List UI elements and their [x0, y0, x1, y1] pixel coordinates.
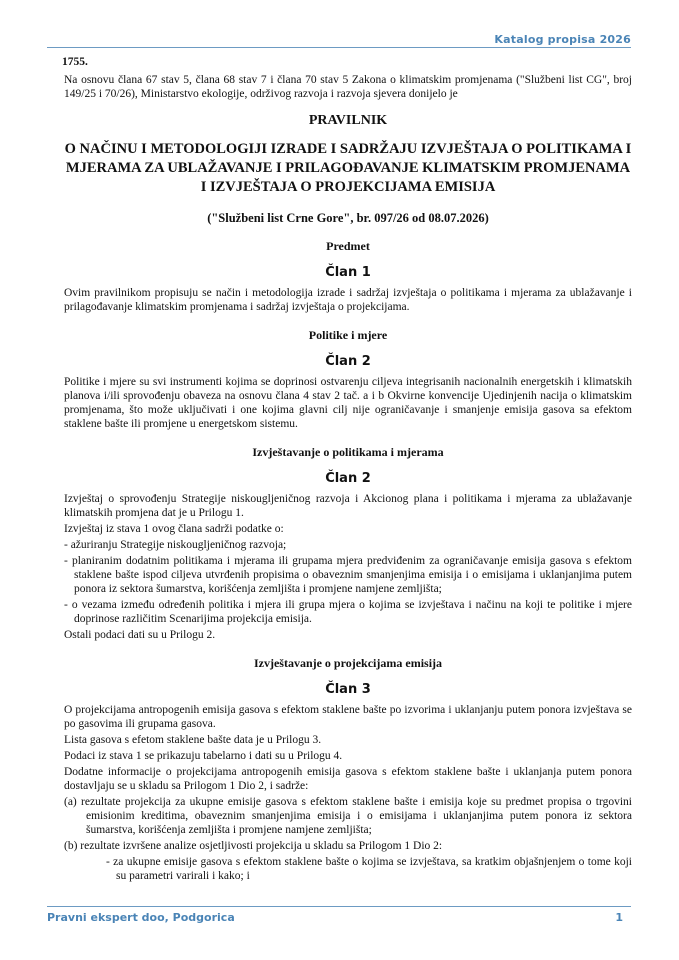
footer-publisher: Pravni ekspert doo, Podgorica	[47, 911, 235, 924]
header-divider	[47, 47, 631, 48]
section-heading-projection-reporting: Izvještavanje o projekcijama emisija	[253, 656, 443, 670]
article-2b-paragraph-3: Ostali podaci dati su u Prilogu 2.	[64, 629, 216, 641]
article-1-paragraph: Ovim pravilnikom propisuju se način i metodologija izrade i sadržaj izvještaja o politikama i mjerama za ublažavanje i prilagođavanje klimatskim promjenama i sadržaj izvještaja o projekcijama.	[64, 287, 632, 313]
document-body	[64, 55, 632, 883]
footer-divider	[47, 906, 631, 907]
section-heading-policies: Politike i mjere	[308, 328, 388, 342]
document-subtitle: O NAČINU I METODOLOGIJI IZRADE I SADRŽAJU IZVJEŠTAJA O POLITIKAMA I MJERAMA ZA UBLAŽAVANJE I PRILAGOĐAVANJE KLIMATSKIM PROMJENAMA I IZVJEŠTAJA O PROJEKCIJAMA EMISIJA	[64, 141, 632, 195]
gazette-reference: ("Službeni list Crne Gore", br. 097/26 od 08.07.2026)	[207, 211, 489, 225]
intro-paragraph: Na osnovu člana 67 stav 5, člana 68 stav 7 i člana 70 stav 5 Zakona o klimatskim promjenama ("Službeni list CG", broj 149/25 i 70/26), Ministarstvo ekologije, održivog razvoja i razvoja sjevera donijelo je	[64, 74, 632, 100]
article-3-paragraph-3: Podaci iz stava 1 se prikazuju tabelarno i dati su u Prilogu 4.	[64, 750, 343, 762]
article-3-item-b-sub: - za ukupne emisije gasova s efektom staklene bašte o kojima se izvještava, sa kratkim objašnjenjem o tome koji su parametri varirali i kako; i	[106, 856, 632, 882]
article-1-heading: Član 1	[325, 265, 371, 280]
section-heading-subject: Predmet	[326, 239, 370, 253]
document-title: PRAVILNIK	[308, 113, 388, 128]
article-2b-heading: Član 2	[325, 471, 371, 486]
article-3-heading: Član 3	[325, 682, 371, 697]
article-2-heading: Član 2	[325, 354, 371, 369]
article-2b-bullet-3: - o vezama između određenih politika i mjera ili grupa mjera o kojima se izvještava i načinu na koji te politike i mjere doprinose različitim Scenarijima projekcija emisija.	[64, 599, 632, 625]
regulation-number: 1755.	[62, 56, 88, 68]
header-brand: Katalog propisa 2026	[494, 33, 631, 46]
article-2b-paragraph-1: Izvještaj o sprovođenju Strategije niskougljeničnog razvoja i Akcionog plana i politikama i mjerama za ublažavanje klimatskih promjena dat je u Prilogu 1.	[64, 493, 632, 519]
article-3-item-b: (b) rezultate izvršene analize osjetljivosti projekcija u skladu sa Prilogom 1 Dio 2:	[64, 840, 443, 852]
article-2b-bullet-2: - planiranim dodatnim politikama i mjerama ili grupama mjera predviđenim za ograničavanje emisija gasova s efektom staklene bašte ispod ciljeva utvrđenih propisima o obaveznim smanjenjima emisija i o emisijama i uklanjanjima putem ponora iz sektora šumarstva, korišćenja zemljišta i promjene namjene zemljišta;	[64, 555, 632, 595]
article-2-paragraph: Politike i mjere su svi instrumenti kojima se doprinosi ostvarenju ciljeva integrisanih nacionalnih energetskih i klimatskih planova i/ili sprovođenju obaveza na osnovu člana 4 stav 2 tač. a i b Okvirne konvencije Ujedinjenih nacija o klimatskim promjenama, što može uključivati i one kojima glavni cilj nije ograničavanje i smanjenje emisija gasova sa efektom staklene bašte ili promjene u energetskom sistemu.	[64, 376, 632, 430]
article-3-paragraph-1: O projekcijama antropogenih emisija gasova s efektom staklene bašte po izvorima i uklanjanju putem ponora izvještava se po gasovima ili grupama gasova.	[64, 704, 632, 730]
article-2b-bullet-1: - ažuriranju Strategije niskougljeničnog razvoja;	[64, 539, 287, 551]
article-3-item-a: (a) rezultate projekcija za ukupne emisije gasova s efektom staklene bašte i emisija koje su predmet propisa o trgovini emisionim kreditima, obaveznim smanjenjima emisija i o emisijama i uklanjanjima putem ponora iz sektora šumarstva, korišćenja zemljišta i promjene namjene zemljišta;	[64, 796, 632, 836]
page-number: 1	[615, 911, 623, 924]
article-3-paragraph-2: Lista gasova s efetom staklene bašte data je u Prilogu 3.	[64, 734, 322, 746]
article-3-paragraph-4: Dodatne informacije o projekcijama antropogenih emisija gasova s efektom staklene bašte i uklanjanja putem ponora dostavljaju se u skladu sa Prilogom 1 Dio 2, i sadrže:	[64, 766, 632, 792]
article-2b-paragraph-2: Izvještaj iz stava 1 ovog člana sadrži podatke o:	[64, 523, 284, 535]
section-heading-policy-reporting: Izvještavanje o politikama i mjerama	[252, 445, 444, 459]
